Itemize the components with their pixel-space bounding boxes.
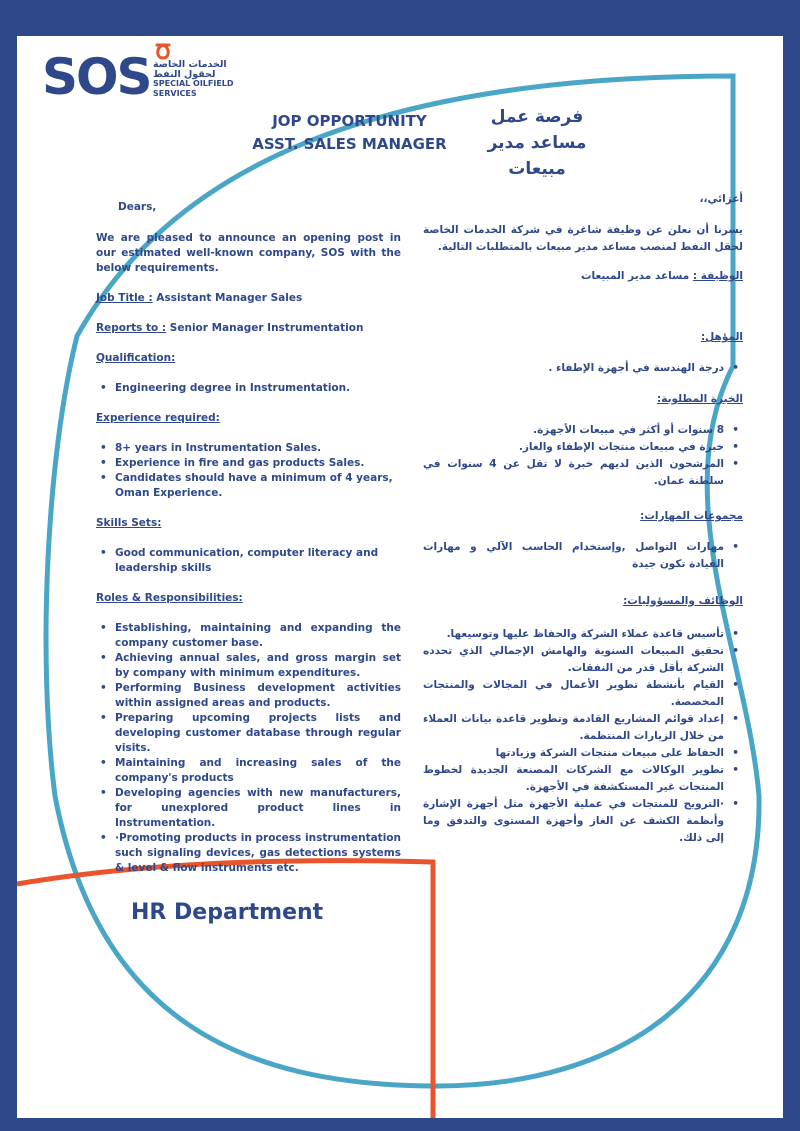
job-title-label: Job Title : [96, 292, 153, 304]
english-intro: We are pleased to announce an opening post in our estimated well-known company, SOS with the below requirements. [96, 232, 401, 274]
english-column [96, 200, 401, 876]
arabic-heading [457, 104, 617, 182]
list-item: • تطوير الوكالات مع الشركات المصنعة الجديدة لخطوط المنتجات غير المستكشفة في الأجهزة. [423, 762, 743, 796]
logo-arabic-line2: لحقول النفط [153, 68, 216, 80]
list-item: • Candidates should have a minimum of 4 years, Oman Experience. [96, 471, 401, 501]
logo-english-line1: SPECIAL OILFIELD [153, 79, 234, 88]
list-item: • Preparing upcoming projects lists and developing customer database through regular visits. [96, 711, 401, 756]
skills-heading: Skills Sets: [96, 517, 162, 529]
arabic-heading-line1: فرصة عمل [490, 107, 584, 127]
list-item: • Achieving annual sales, and gross margin set by company with minimum expenditures. [96, 651, 401, 681]
english-heading-line2: ASST. SALES MANAGER [252, 135, 447, 153]
list-item: • Experience in fire and gas products Sales. [96, 456, 401, 471]
arabic-skills-heading: مجموعات المهارات: [640, 510, 743, 522]
arabic-roles-heading: الوظائف والمسؤوليات: [623, 595, 743, 607]
list-item: • المرشحون الذين لديهم خبرة لا تقل عن 4 سنوات في سلطنة عمان. [423, 456, 743, 490]
english-heading [252, 110, 447, 156]
arabic-qualification-heading: المؤهل: [700, 331, 743, 343]
arabic-roles-list [423, 626, 743, 847]
roles-list [96, 621, 401, 876]
list-item: • Performing Business development activities within assigned areas and products. [96, 681, 401, 711]
skills-list [96, 546, 401, 576]
list-item: • الحفاظ على مبيعات منتجات الشركة وزيادتها [423, 745, 743, 762]
arabic-job-label: الوظيفة : [692, 270, 743, 282]
arabic-job-line [423, 268, 743, 285]
hr-department-signature: HR Department [131, 900, 324, 925]
english-greeting: Dears, [118, 201, 157, 213]
list-item: • Developing agencies with new manufacturers, for unexplored product lines in Instrumentation. [96, 786, 401, 831]
experience-list [96, 441, 401, 501]
arabic-intro: يسرنا أن نعلن عن وظيفة شاغرة في شركة الخدمات الخاصة لحقل النفط لمنصب مساعد مدير مبيعات بالمتطلبات التالية. [423, 224, 743, 253]
list-item: • Establishing, maintaining and expanding the company customer base. [96, 621, 401, 651]
job-title-line [96, 291, 401, 306]
list-item: • Engineering degree in Instrumentation. [96, 381, 401, 396]
list-item: • Good communication, computer literacy and leadership skills [96, 546, 401, 576]
arabic-job-value: مساعد مدير المبيعات [580, 270, 693, 282]
arabic-skills-list [423, 539, 743, 573]
list-item: • خبرة في مبيعات منتجات الإطفاء والغاز. [423, 439, 743, 456]
experience-heading: Experience required: [96, 412, 220, 424]
list-item: • Maintaining and increasing sales of the company's products [96, 756, 401, 786]
logo-arabic-line1: الخدمات الخاصة [153, 59, 227, 70]
list-item: • القيام بأنشطة تطوير الأعمال في المجالات والمنتجات المخصصة. [423, 677, 743, 711]
logo-wordmark: SOS [42, 48, 151, 106]
job-title-value: Assistant Manager Sales [152, 292, 303, 304]
arabic-greeting: أعزائي،، [699, 193, 743, 205]
list-item: • مهارات التواصل ,وإستخدام الحاسب الآلي و مهارات القيادة تكون جيدة [423, 539, 743, 573]
reports-to-value: Senior Manager Instrumentation [166, 322, 364, 334]
document-sheet [17, 36, 783, 1118]
reports-to-label: Reports to : [96, 322, 167, 334]
logo-english-line2: SERVICES [153, 88, 197, 98]
list-item: • ·الترويج للمنتجات في عملية الأجهزة مثل أجهزة الإشارة وأنظمة الكشف عن الغاز وأجهزة المستوى والتدفق وما إلى ذلك. [423, 796, 743, 847]
arabic-experience-heading: الخبرة المطلوبة: [657, 393, 743, 405]
roles-heading: Roles & Responsibilities: [96, 592, 243, 604]
reports-to-line [96, 321, 401, 336]
list-item: • درجة الهندسة في أجهزة الإطفاء . [423, 360, 743, 377]
list-item: • 8+ years in Instrumentation Sales. [96, 441, 401, 456]
english-heading-line1: JOP OPPORTUNITY [272, 112, 427, 130]
list-item: • إعداد قوائم المشاريع القادمة وتطوير قاعدة بيانات العملاء من خلال الزيارات المنتظمة. [423, 711, 743, 745]
list-item: • 8 سنوات أو أكثر في مبيعات الأجهزة. [423, 422, 743, 439]
qualification-list [96, 381, 401, 396]
list-item: • ·Promoting products in process instrumentation such signaling devices, gas detections systems & level & flow instruments etc. [96, 831, 401, 876]
list-item: • تأسيس قاعدة عملاء الشركة والحفاظ عليها وتوسيعها. [423, 626, 743, 643]
arabic-qualification-list [423, 360, 743, 377]
qualification-heading: Qualification: [96, 352, 176, 364]
arabic-experience-list [423, 422, 743, 490]
logo-text [153, 60, 263, 98]
arabic-column [423, 191, 743, 847]
list-item: • تحقيق المبيعات السنوية والهامش الإجمالي الذي تحدده الشركة بأقل قدر من النفقات. [423, 643, 743, 677]
arabic-heading-line2: مساعد مدير مبيعات [487, 133, 587, 179]
